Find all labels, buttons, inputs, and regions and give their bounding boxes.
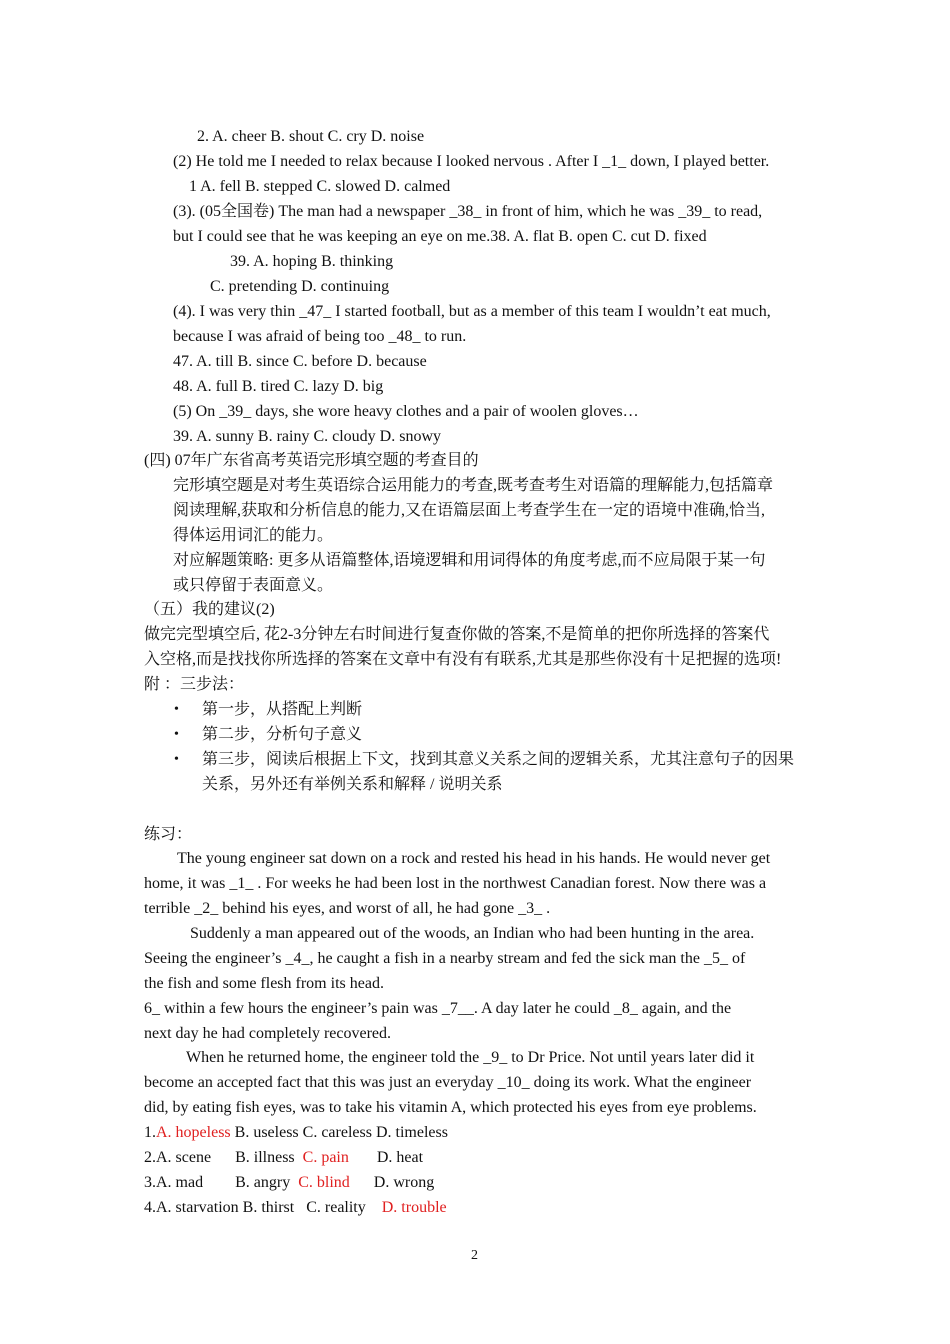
text-line: 得体运用词汇的能力。 — [173, 527, 334, 544]
passage-line: the fish and some flesh from its head. — [144, 975, 384, 992]
answer-line-4 — [144, 1195, 447, 1220]
text-line: 做完完型填空后, 花2-3分钟左右时间进行复查你做的答案,不是简单的把你所选择的答案代 — [144, 626, 770, 643]
text-line: 附 ：三步法： — [144, 676, 245, 693]
passage-line: Seeing the engineer’s _4_, he caught a fish in a nearby stream and fed the sick man the _5_ of — [144, 950, 746, 967]
text-line: 48. A. full B. tired C. lazy D. big — [173, 378, 384, 395]
bullet-marker: • — [174, 702, 179, 717]
passage-line: The young engineer sat down on a rock and rested his head in his hands. He would never get — [177, 850, 771, 867]
passage-line: did, by eating fish eyes, was to take his vitamin A, which protected his eyes from eye problems. — [144, 1099, 757, 1116]
passage-line: 6_ within a few hours the engineer’s pain was _7__. A day later he could _8_ again, and the — [144, 1000, 732, 1017]
exercise-heading: 练习： — [144, 826, 193, 843]
passage-line: become an accepted fact that this was just an everyday _10_ doing its work. What the engineer — [144, 1074, 752, 1091]
bullet-item: 第二步，分析句子意义 — [202, 726, 363, 743]
answer-options: D. wrong — [349, 1174, 435, 1191]
correct-answer: A. hopeless — [156, 1124, 231, 1141]
text-line: 1 A. fell B. stepped C. slowed D. calmed — [189, 178, 451, 195]
text-line: C. pretending D. continuing — [210, 278, 390, 295]
answer-options: 3.A. mad B. angry — [144, 1174, 299, 1191]
text-line: (4). I was very thin _47_ I started football, but as a member of this team I wouldn’t eat much, — [173, 303, 771, 320]
answer-options: 2.A. scene B. illness — [144, 1149, 303, 1166]
answer-line-2 — [144, 1145, 423, 1170]
passage-line: next day he had completely recovered. — [144, 1025, 391, 1042]
section-heading: （五）我的建议(2) — [144, 601, 275, 618]
text-line: (5) On _39_ days, she wore heavy clothes and a pair of woolen gloves… — [173, 403, 639, 420]
text-line: 2. A. cheer B. shout C. cry D. noise — [197, 128, 425, 145]
answer-line-1 — [144, 1120, 448, 1145]
page-number: 2 — [471, 1248, 478, 1263]
bullet-marker: • — [174, 727, 179, 742]
answer-number: 1. — [144, 1124, 156, 1141]
passage-line: home, it was _1_ . For weeks he had been lost in the northwest Canadian forest. Now there was a — [144, 875, 767, 892]
answer-options: B. useless C. careless D. timeless — [230, 1124, 448, 1141]
answer-options: D. heat — [348, 1149, 424, 1166]
correct-answer: C. pain — [302, 1149, 349, 1166]
text-line: because I was afraid of being too _48_ to run. — [173, 328, 467, 345]
text-line: 39. A. hoping B. thinking — [230, 253, 394, 270]
passage-line: terrible _2_ behind his eyes, and worst of all, he had gone _3_ . — [144, 900, 551, 917]
bullet-item-continuation: 关系，另外还有举例关系和解释 / 说明关系 — [202, 776, 503, 793]
text-line: 阅读理解,获取和分析信息的能力,又在语篇层面上考查学生在一定的语境中准确,恰当, — [173, 502, 766, 519]
text-line: 39. A. sunny B. rainy C. cloudy D. snowy — [173, 428, 441, 445]
bullet-item: 第三步，阅读后根据上下文，找到其意义关系之间的逻辑关系，尤其注意句子的因果 — [202, 751, 795, 768]
text-line: 入空格,而是找找你所选择的答案在文章中有没有有联系,尤其是那些你没有十足把握的选项! — [144, 651, 782, 668]
bullet-marker: • — [174, 752, 179, 767]
text-line: 对应解题策略: 更多从语篇整体,语境逻辑和用词得体的角度考虑,而不应局限于某一句 — [173, 552, 766, 569]
bullet-item: 第一步，从搭配上判断 — [202, 701, 363, 718]
correct-answer: C. blind — [298, 1174, 350, 1191]
text-line: (3). (05全国卷) The man had a newspaper _38_ in front of him, which he was _39_ to read, — [173, 203, 763, 220]
passage-line: When he returned home, the engineer told the _9_ to Dr Price. Not until years later did it — [186, 1049, 755, 1066]
text-line: 完形填空题是对考生英语综合运用能力的考查,既考查考生对语篇的理解能力,包括篇章 — [173, 477, 774, 494]
text-line: 或只停留于表面意义。 — [173, 577, 334, 594]
text-line: but I could see that he was keeping an eye on me.38. A. flat B. open C. cut D. fixed — [173, 228, 707, 245]
text-line: (2) He told me I needed to relax because I looked nervous . After I _1_ down, I played better. — [173, 153, 770, 170]
answer-options: 4.A. starvation B. thirst C. reality — [144, 1199, 382, 1216]
passage-line: Suddenly a man appeared out of the woods, an Indian who had been hunting in the area. — [190, 925, 755, 942]
answer-line-3 — [144, 1170, 434, 1195]
section-heading: (四) 07年广东省高考英语完形填空题的考查目的 — [144, 452, 479, 469]
text-line: 47. A. till B. since C. before D. because — [173, 353, 427, 370]
correct-answer: D. trouble — [381, 1199, 447, 1216]
